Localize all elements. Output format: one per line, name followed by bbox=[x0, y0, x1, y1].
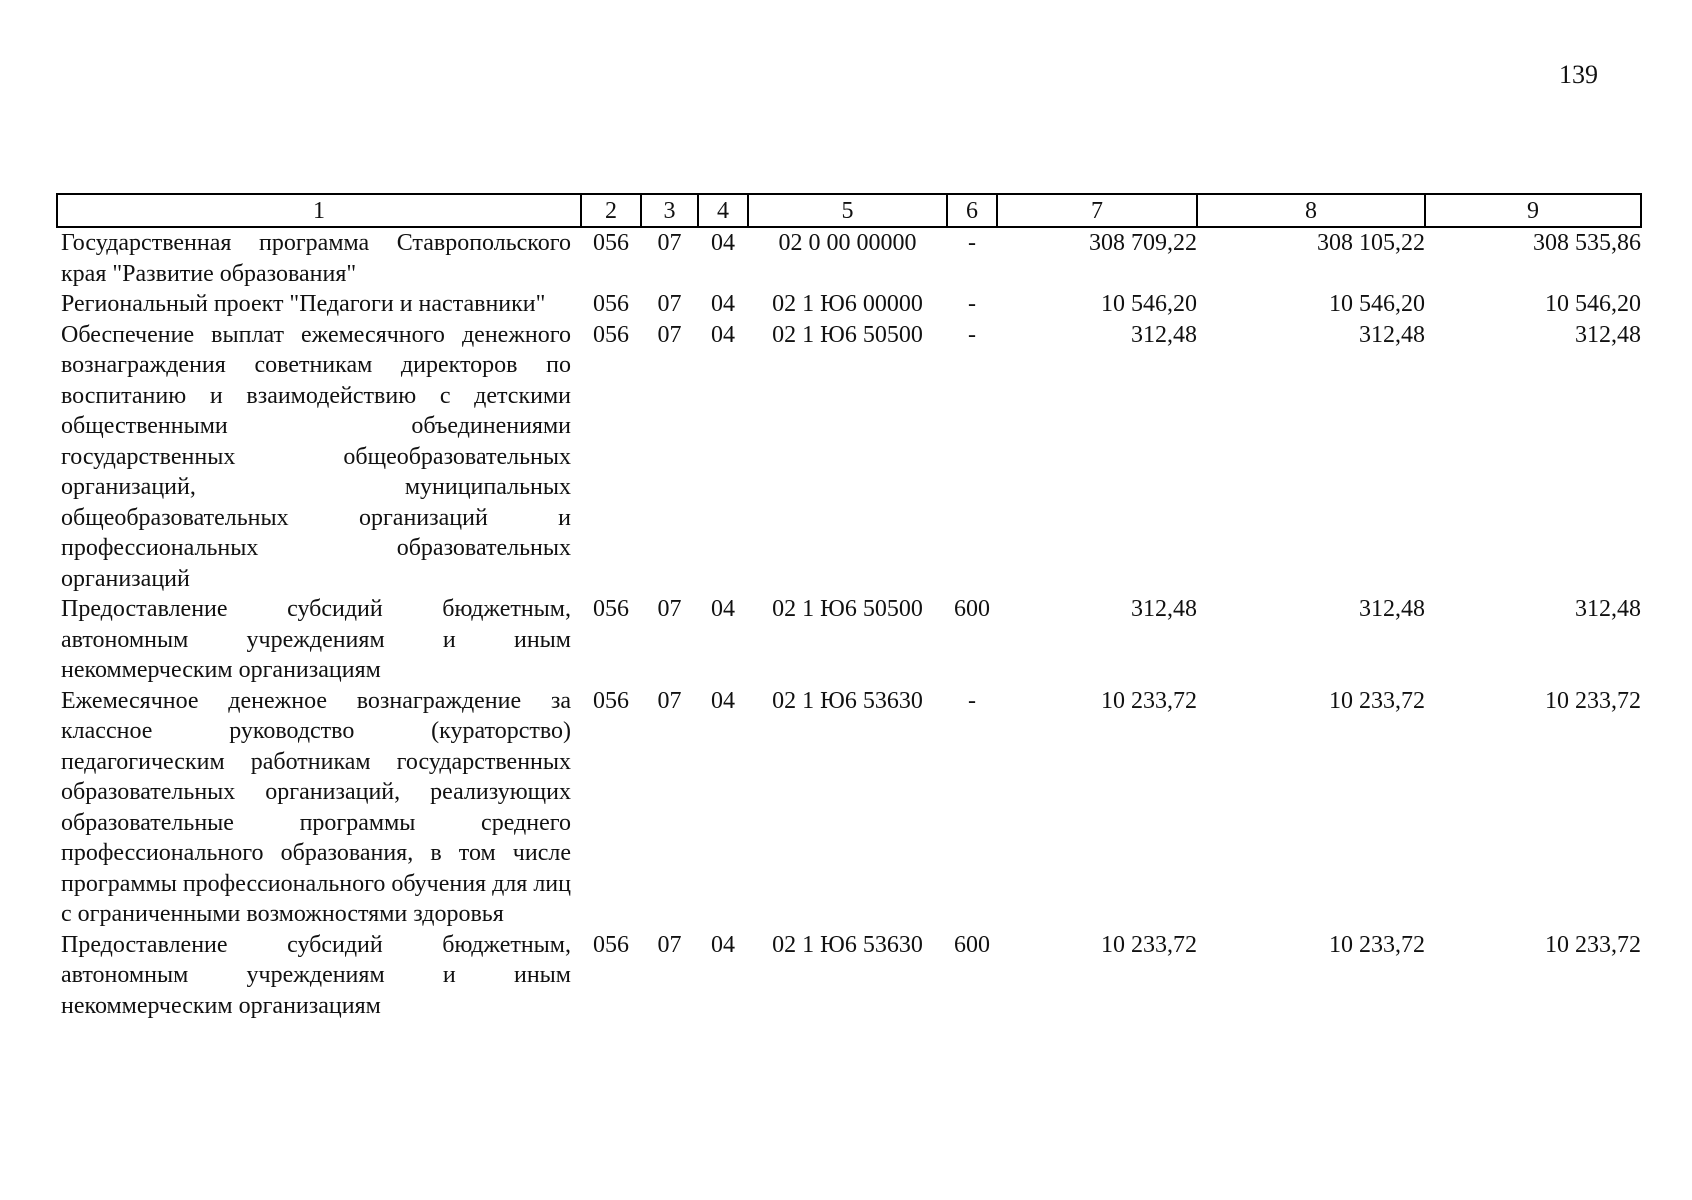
subsection-code: 04 bbox=[711, 230, 735, 256]
row-name: Обеспечение выплат ежемесячного денежного вознаграждения советникам директоров по воспитанию и взаимодействию с детскими общественными объединениями государственных общеобразовательных организаций, муниципальных общеобразовательных организаций и профессиональных образовательных организаций bbox=[61, 321, 571, 592]
amount-col-9: 10 233,72 bbox=[1545, 687, 1641, 714]
section-code: 07 bbox=[657, 230, 682, 256]
ministry-code: 056 bbox=[593, 931, 629, 958]
target-article-code: 02 1 Ю6 53630 bbox=[772, 687, 923, 714]
target-article-code: 02 0 00 00000 bbox=[778, 230, 917, 256]
expense-type-code: - bbox=[968, 687, 976, 714]
table-row bbox=[57, 594, 1641, 686]
expense-type-code: - bbox=[968, 291, 976, 317]
row-name: Предоставление субсидий бюджетным, автономным учреждениям и иным некоммерческим организациям bbox=[61, 596, 571, 683]
ministry-code: 056 bbox=[593, 230, 629, 256]
ministry-code: 056 bbox=[593, 321, 629, 348]
amount-col-8: 10 233,72 bbox=[1329, 931, 1425, 958]
amount-col-8: 312,48 bbox=[1359, 321, 1425, 348]
target-article-code: 02 1 Ю6 00000 bbox=[772, 291, 923, 317]
amount-col-9: 10 546,20 bbox=[1545, 291, 1641, 317]
amount-col-7: 10 233,72 bbox=[1101, 687, 1197, 714]
table-row bbox=[57, 289, 1641, 320]
table-body bbox=[57, 227, 1641, 1021]
ministry-code: 056 bbox=[593, 687, 629, 714]
header-cell-1: 1 bbox=[57, 194, 581, 227]
target-article-code: 02 1 Ю6 50500 bbox=[772, 321, 923, 348]
amount-col-8: 10 233,72 bbox=[1329, 687, 1425, 714]
amount-col-8: 10 546,20 bbox=[1329, 291, 1425, 317]
table-row bbox=[57, 930, 1641, 1022]
amount-col-7: 308 709,22 bbox=[1089, 230, 1197, 256]
section-code: 07 bbox=[657, 931, 682, 958]
table-header bbox=[57, 194, 1641, 227]
section-code: 07 bbox=[657, 687, 682, 714]
amount-col-9: 308 535,86 bbox=[1533, 230, 1641, 256]
row-name: Ежемесячное денежное вознаграждение за классное руководство (кураторство) педагогическим работникам государственных образовательных организаций, реализующих образовательные программы среднего профессионального образования, в том числе программы профессионального обучения для лиц с ограниченными возможностями здоровья bbox=[61, 687, 571, 927]
header-cell-6: 6 bbox=[947, 194, 997, 227]
ministry-code: 056 bbox=[593, 291, 629, 317]
target-article-code: 02 1 Ю6 50500 bbox=[772, 596, 923, 622]
amount-col-9: 10 233,72 bbox=[1545, 931, 1641, 958]
table-row bbox=[57, 686, 1641, 930]
amount-col-9: 312,48 bbox=[1575, 321, 1641, 348]
row-name: Региональный проект "Педагоги и наставники" bbox=[61, 291, 546, 317]
amount-col-7: 10 546,20 bbox=[1101, 291, 1197, 317]
subsection-code: 04 bbox=[711, 931, 735, 958]
expense-type-code: - bbox=[968, 321, 976, 348]
header-cell-7: 7 bbox=[997, 194, 1197, 227]
page-number: 139 bbox=[1559, 60, 1598, 89]
row-name: Предоставление субсидий бюджетным, автономным учреждениям и иным некоммерческим организациям bbox=[61, 931, 571, 1019]
header-cell-3: 3 bbox=[641, 194, 698, 227]
ministry-code: 056 bbox=[593, 596, 629, 622]
header-cell-9: 9 bbox=[1425, 194, 1641, 227]
section-code: 07 bbox=[657, 291, 682, 317]
amount-col-7: 10 233,72 bbox=[1101, 931, 1197, 958]
header-row bbox=[57, 194, 1641, 227]
header-cell-4: 4 bbox=[698, 194, 748, 227]
amount-col-7: 312,48 bbox=[1131, 321, 1197, 348]
header-cell-5: 5 bbox=[748, 194, 947, 227]
amount-col-8: 312,48 bbox=[1359, 596, 1425, 622]
table-row bbox=[57, 320, 1641, 595]
budget-table bbox=[56, 193, 1642, 1021]
header-cell-2: 2 bbox=[581, 194, 641, 227]
header-cell-8: 8 bbox=[1197, 194, 1425, 227]
subsection-code: 04 bbox=[711, 596, 735, 622]
expense-type-code: - bbox=[968, 230, 976, 256]
table-row bbox=[57, 227, 1641, 289]
section-code: 07 bbox=[657, 596, 682, 622]
section-code: 07 bbox=[657, 321, 682, 348]
subsection-code: 04 bbox=[711, 687, 735, 714]
target-article-code: 02 1 Ю6 53630 bbox=[772, 931, 923, 958]
row-name: Государственная программа Ставропольского края "Развитие образования" bbox=[61, 230, 571, 287]
subsection-code: 04 bbox=[711, 321, 735, 348]
amount-col-9: 312,48 bbox=[1575, 596, 1641, 622]
expense-type-code: 600 bbox=[954, 596, 990, 622]
subsection-code: 04 bbox=[711, 291, 735, 317]
amount-col-8: 308 105,22 bbox=[1317, 230, 1425, 256]
amount-col-7: 312,48 bbox=[1131, 596, 1197, 622]
expense-type-code: 600 bbox=[954, 931, 990, 958]
